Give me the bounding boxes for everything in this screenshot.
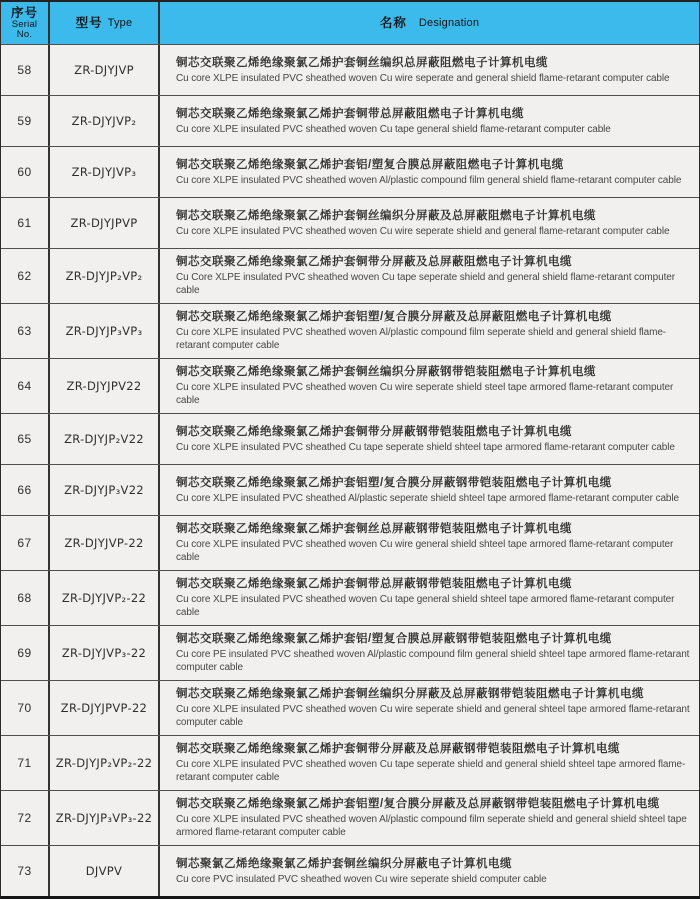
designation-cell [158,414,699,464]
type-cell [48,465,158,515]
table-body [1,44,699,896]
designation-cell [158,571,699,625]
serial-cell [1,736,48,790]
serial-cell [1,304,48,358]
type-code: ZR-DJYJP₃VP₃-22 [55,811,153,825]
type-code: ZR-DJYJVP₂ [71,114,137,128]
serial-cell [1,626,48,680]
designation-english: Cu core XLPE insulated PVC sheathed woven Cu tape general shield flame-retarant computer cable [176,123,611,135]
serial-number: 67 [17,536,32,550]
designation-cell [158,359,699,413]
table-row [1,790,699,845]
designation-chinese: 铜芯交联聚乙烯绝缘聚氯乙烯护套铝塑/复合膜分屏蔽钢带铠装阻燃电子计算机电缆 [176,476,612,489]
designation-cell [158,681,699,735]
designation-english: Cu core XLPE insulated PVC sheathed woven Cu wire seperate shield steel tape armored flame-retarant computer cable [176,382,674,406]
designation-chinese: 铜芯交联聚乙烯绝缘聚氯乙烯护套铜丝总屏蔽钢带铠装阻燃电子计算机电缆 [176,523,572,535]
type-code: ZR-DJYJP₂V22 [64,432,144,446]
serial-cell [1,791,48,845]
table-row [1,845,699,896]
type-cell [48,571,158,625]
type-code: ZR-DJYJVP₃ [71,165,137,179]
designation-cell [158,736,699,790]
type-cell [48,681,158,735]
designation-cell [158,198,699,248]
type-code: ZR-DJYJP₃VP₃ [65,324,143,338]
type-code: ZR-DJYJP₂VP₂-22 [55,756,153,770]
type-cell [48,791,158,845]
designation-english: Cu core XLPE insulated PVC sheathed woven Cu wire seperate and general shield flame-retarant computer cable [176,72,670,84]
designation-cell [158,96,699,146]
type-code: ZR-DJYJPV22 [66,379,142,393]
table-row [1,570,699,625]
type-cell [48,96,158,146]
header-serial-zh: 序号 [10,5,38,20]
table-row [1,146,699,197]
serial-number: 71 [17,756,32,770]
designation-chinese: 铜芯交联聚乙烯绝缘聚氯乙烯护套铜丝编织总屏蔽阻燃电子计算机电缆 [176,56,548,69]
designation-cell [158,465,699,515]
table-row [1,303,699,358]
table-row [1,515,699,570]
designation-chinese: 铜芯交联聚乙烯绝缘聚氯乙烯护套铝/塑复合膜总屏蔽钢带铠装阻燃电子计算机电缆 [176,633,612,645]
type-code: ZR-DJYJVP-22 [64,536,144,550]
table-row [1,44,699,95]
designation-chinese: 铜芯交联聚乙烯绝缘聚氯乙烯护套铜带总屏蔽钢带铠装阻燃电子计算机电缆 [176,578,572,590]
type-code: ZR-DJYJVP [74,63,134,77]
serial-number: 58 [17,63,32,77]
type-cell [48,45,158,95]
table-row [1,95,699,146]
designation-chinese: 铜芯交联聚乙烯绝缘聚氯乙烯护套铜带分屏蔽及总屏蔽钢带铠装阻燃电子计算机电缆 [176,743,620,755]
table-row [1,735,699,790]
type-code: ZR-DJYJPVP [70,216,138,230]
serial-number: 66 [17,483,32,497]
type-cell [48,359,158,413]
designation-chinese: 铜芯交联聚乙烯绝缘聚氯乙烯护套铜带分屏蔽钢带铠装阻燃电子计算机电缆 [176,425,572,438]
table-row [1,413,699,464]
type-cell [48,414,158,464]
type-cell [48,736,158,790]
serial-number: 70 [17,701,32,715]
serial-cell [1,571,48,625]
designation-chinese: 铜芯交联聚乙烯绝缘聚氯乙烯护套铜丝编织分屏蔽及总屏蔽钢带铠装阻燃电子计算机电缆 [176,688,644,700]
serial-cell [1,414,48,464]
designation-chinese: 铜芯交联聚乙烯绝缘聚氯乙烯护套铝塑/复合膜分屏蔽及总屏蔽阻燃电子计算机电缆 [176,311,612,323]
designation-english: Cu core XLPE insulated PVC sheathed woven Cu wire general shield shteel tape armored flame-retarant computer cable [176,539,674,563]
serial-cell [1,359,48,413]
serial-number: 73 [17,864,32,878]
designation-chinese: 铜芯聚氯乙烯绝缘聚氯乙烯护套铜丝编织分屏蔽电子计算机电缆 [176,857,512,870]
type-cell [48,304,158,358]
header-serial-en-line1: Serial [11,18,38,30]
designation-english: Cu core XLPE insulated PVC sheathed woven Al/plastic compound film seperate shield and general shield shteel tape armored flame-retarant computer cable [176,814,687,838]
table-row [1,625,699,680]
type-cell [48,516,158,570]
serial-number: 65 [17,432,32,446]
designation-cell [158,626,699,680]
designation-english: Cu core XLPE insulated PVC sheathed woven Cu tape seperate shield and general shield shteel tape armored flame-retarant computer cable [176,759,686,783]
designation-cell [158,516,699,570]
designation-english: Cu core XLPE insulated PVC sheathed Al/plastic seperate shield shteel tape armored flame-retarant computer cable [176,492,679,504]
designation-english: Cu core XLPE insulated PVC sheathed woven Al/plastic compound film general shield flame-retarant computer cable [176,174,682,186]
serial-number: 64 [17,379,32,393]
designation-english: Cu core XLPE insulated PVC sheathed woven Cu wire seperate shield and general shteel tape armored flame-retarant computer cable [176,704,690,728]
serial-number: 62 [17,269,32,283]
header-type-zh: 型号 [75,16,103,30]
serial-cell [1,198,48,248]
type-code: ZR-DJYJPVP-22 [60,701,148,715]
designation-chinese: 铜芯交联聚乙烯绝缘聚氯乙烯护套铜带分屏蔽及总屏蔽阻燃电子计算机电缆 [176,256,572,268]
designation-chinese: 铜芯交联聚乙烯绝缘聚氯乙烯护套铜丝编织分屏蔽钢带铠装阻燃电子计算机电缆 [176,366,596,378]
table-row [1,464,699,515]
serial-cell [1,45,48,95]
serial-cell [1,681,48,735]
designation-english: Cu core PVC insulated PVC sheathed woven Cu wire seperate shield computer cable [176,873,547,885]
header-type-column [48,2,158,44]
type-code: DJVPV [85,864,123,878]
serial-number: 61 [17,216,32,230]
type-cell [48,198,158,248]
header-serial-column [1,2,48,44]
table-row [1,680,699,735]
designation-english: Cu core XLPE insulated PVC sheathed Cu tape seperate shield shteel tape armored flame-retarant computer cable [176,441,675,453]
designation-english: Cu core PE insulated PVC sheathed woven Al/plastic compound film general shield shteel tape armored flame-retarant computer cable [176,649,690,673]
serial-number: 63 [17,324,32,338]
header-designation-en: Designation [418,17,480,29]
type-cell [48,147,158,197]
serial-number: 69 [17,646,32,660]
designation-cell [158,147,699,197]
designation-english: Cu Core XLPE insulated PVC sheathed woven Cu tape seperate shield and general shield flame-retarant computer cable [176,272,675,296]
designation-chinese: 铜芯交联聚乙烯绝缘聚氯乙烯护套铝/塑复合膜总屏蔽阻燃电子计算机电缆 [176,158,564,171]
serial-cell [1,96,48,146]
serial-cell [1,465,48,515]
table-row [1,197,699,248]
type-code: ZR-DJYJVP₂-22 [61,591,147,605]
designation-cell [158,304,699,358]
type-code: ZR-DJYJVP₃-22 [61,646,147,660]
designation-chinese: 铜芯交联聚乙烯绝缘聚氯乙烯护套铝塑/复合膜分屏蔽及总屏蔽钢带铠装阻燃电子计算机电缆 [176,798,660,810]
designation-cell [158,249,699,303]
serial-cell [1,147,48,197]
type-code: ZR-DJYJP₃V22 [64,483,144,497]
table-header-row [1,2,699,44]
designation-cell [158,45,699,95]
designation-cell [158,791,699,845]
header-type-en: Type [107,17,133,29]
type-code: ZR-DJYJP₂VP₂ [65,269,143,283]
type-cell [48,626,158,680]
designation-english: Cu core XLPE insulated PVC sheathed woven Cu wire seperate shield and general flame-retarant computer cable [176,225,670,237]
table-row [1,358,699,413]
designation-chinese: 铜芯交联聚乙烯绝缘聚氯乙烯护套铜丝编织分屏蔽及总屏蔽阻燃电子计算机电缆 [176,209,596,222]
serial-number: 59 [17,114,32,128]
designation-english: Cu core XLPE insulated PVC sheathed woven Al/plastic compound film seperate shield and general shield flame-retarant computer cable [176,327,667,351]
serial-number: 72 [17,811,32,825]
serial-cell [1,249,48,303]
serial-cell [1,516,48,570]
header-designation-column [158,2,699,44]
serial-number: 60 [17,165,32,179]
designation-chinese: 铜芯交联聚乙烯绝缘聚氯乙烯护套铜带总屏蔽阻燃电子计算机电缆 [176,107,524,120]
designation-english: Cu core XLPE insulated PVC sheathed woven Cu tape general shield shteel tape armored flame-retarant computer cable [176,594,675,618]
table-row [1,248,699,303]
header-serial-en-line2: No. [16,29,33,40]
header-designation-zh: 名称 [379,16,407,30]
serial-number: 68 [17,591,32,605]
type-cell [48,249,158,303]
